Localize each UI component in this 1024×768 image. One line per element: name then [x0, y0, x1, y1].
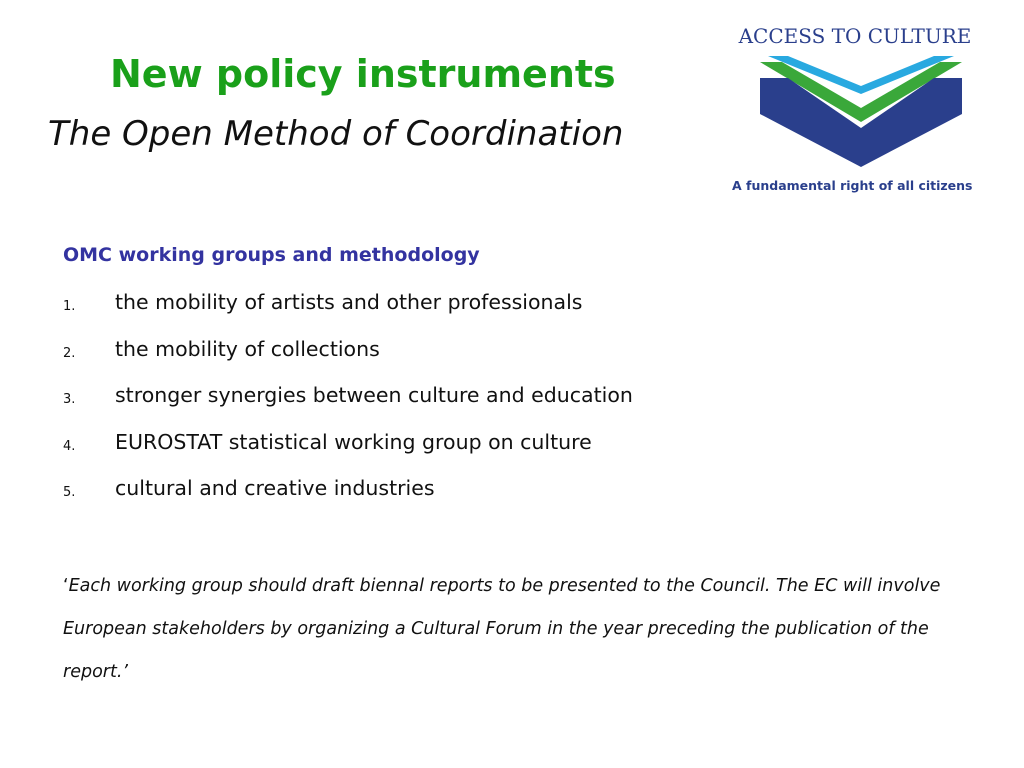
- quote-text: Each working group should draft biennal reports to be presented to the Council. The EC will involve European stakeholders by organizing a Cultural Forum in the year preceding the publication of the report.’: [63, 576, 941, 682]
- list-item-text: stronger synergies between culture and education: [115, 383, 633, 407]
- list-item-number: 2.: [63, 345, 76, 361]
- quote-paragraph: [63, 565, 983, 694]
- list-item-text: cultural and creative industries: [115, 476, 435, 500]
- list-item-text: the mobility of artists and other professionals: [115, 290, 583, 314]
- list-item-text: the mobility of collections: [115, 336, 380, 361]
- list-item-number: 4.: [63, 438, 76, 454]
- access-to-culture-logo: [722, 22, 1002, 202]
- section-heading: OMC working groups and methodology: [63, 244, 480, 266]
- logo-tagline: A fundamental right of all citizens: [732, 178, 973, 193]
- list-item-number: 5.: [63, 485, 76, 500]
- slide-subtitle: The Open Method of Coordination: [48, 114, 624, 154]
- quote-open-mark: ‘: [63, 576, 69, 596]
- logo-name: ACCESS TO CULTURE: [738, 24, 972, 48]
- chevron-logo-icon: [758, 56, 964, 168]
- list-item-number: 1.: [63, 299, 76, 314]
- list-item-text: EUROSTAT statistical working group on culture: [115, 429, 592, 454]
- slide-title: New policy instruments: [110, 52, 616, 96]
- list-item-number: 3.: [63, 392, 76, 407]
